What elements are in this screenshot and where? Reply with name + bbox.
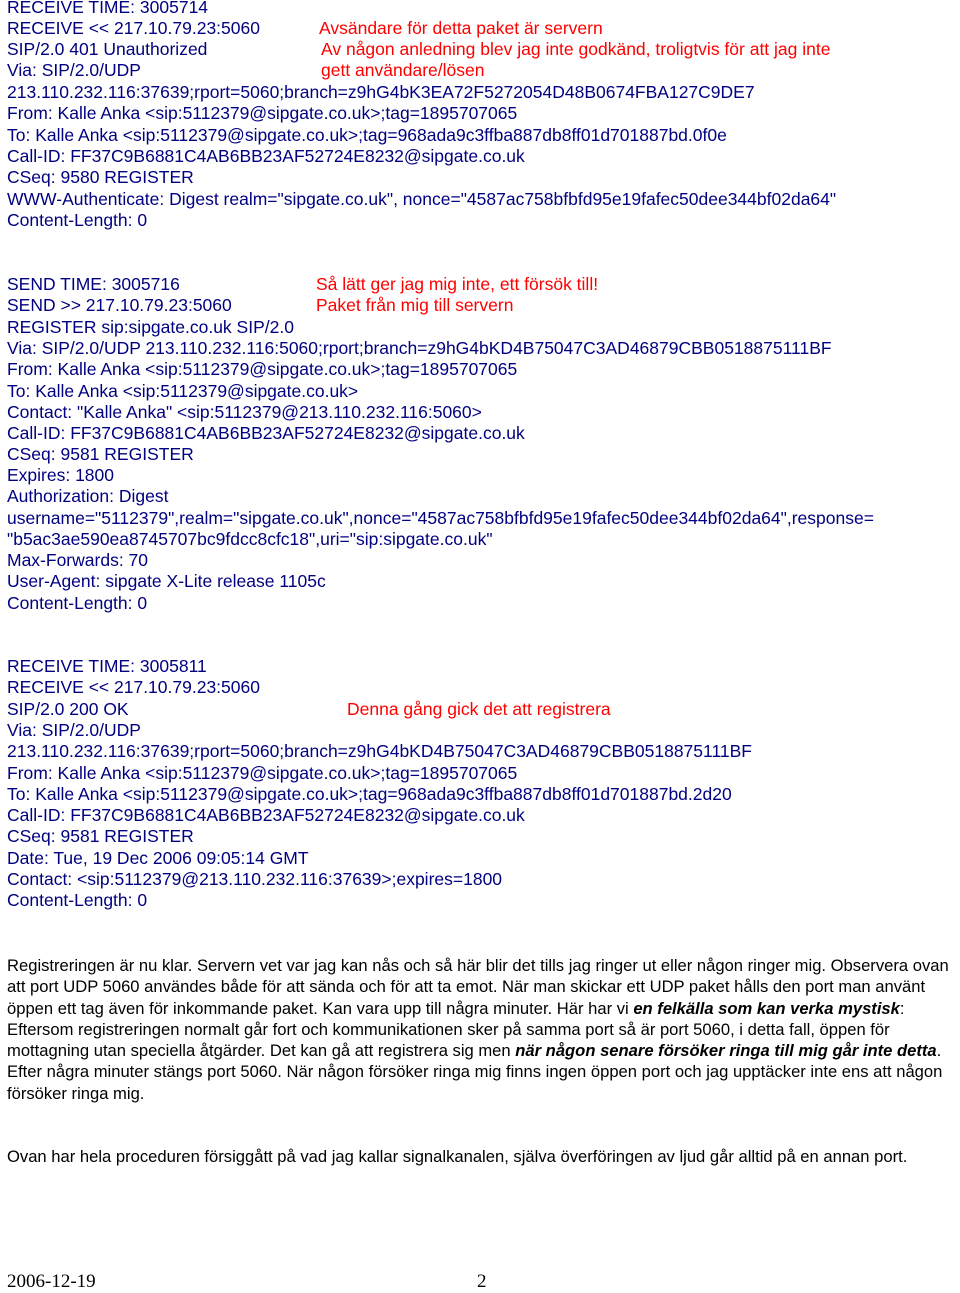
user-agent-header: User-Agent: sipgate X-Lite release 1105c — [7, 571, 326, 591]
from-header: From: Kalle Anka <sip:5112379@sipgate.co.uk>;tag=1895707065 — [7, 359, 518, 379]
call-id-header: Call-ID: FF37C9B6881C4AB6BB23AF52724E8232@sipgate.co.uk — [7, 423, 525, 443]
status-line: SIP/2.0 200 OK — [7, 699, 129, 719]
via-header: Via: SIP/2.0/UDP — [7, 60, 141, 80]
date-header: Date: Tue, 19 Dec 2006 09:05:14 GMT — [7, 848, 309, 868]
annotation-direction: Paket från mig till servern — [316, 295, 514, 315]
via-header: Via: SIP/2.0/UDP 213.110.232.116:5060;rport;branch=z9hG4bKD4B75047C3AD46879CBB0518875111BF — [7, 338, 832, 358]
content-length-header: Content-Length: 0 — [7, 593, 148, 613]
via-header-cont: 213.110.232.116:37639;rport=5060;branch=z9hG4bK3EA72F5272054D48B0674FBA127C9DE7 — [7, 82, 755, 102]
www-authenticate-header: WWW-Authenticate: Digest realm="sipgate.co.uk", nonce="4587ac758bfbfd95e19fafec50dee344bf02da64" — [7, 189, 837, 209]
max-forwards-header: Max-Forwards: 70 — [7, 550, 149, 570]
cseq-header: CSeq: 9581 REGISTER — [7, 826, 194, 846]
from-header: From: Kalle Anka <sip:5112379@sipgate.co.uk>;tag=1895707065 — [7, 103, 518, 123]
authorization-params-cont: "b5ac3ae590ea8745707bc9fdcc8cfc18",uri="sip:sipgate.co.uk" — [7, 529, 493, 549]
call-id-header: Call-ID: FF37C9B6881C4AB6BB23AF52724E8232@sipgate.co.uk — [7, 146, 525, 166]
via-header: Via: SIP/2.0/UDP — [7, 720, 141, 740]
status-line: SIP/2.0 401 Unauthorized — [7, 39, 208, 59]
contact-header: Contact: "Kalle Anka" <sip:5112379@213.110.232.116:5060> — [7, 402, 482, 422]
content-length-header: Content-Length: 0 — [7, 210, 148, 230]
para-text-1: Registreringen är nu klar. Servern vet var jag kan nås och så här blir det tills jag ringer ut eller någon ringer mig. Observera ovan att port UDP 5060 användes både för att sända och för att ta emot. När man skickar ett UDP paket hålls den port man använt öppen ett tag även för inkommande paket. Kan vara upp till några minuter. Här har vi — [7, 956, 949, 1018]
cseq-header: CSeq: 9581 REGISTER — [7, 444, 194, 464]
explanation-paragraph — [7, 955, 952, 1104]
authorization-header: Authorization: Digest — [7, 486, 169, 506]
send-time-line: SEND TIME: 3005716 — [7, 274, 180, 294]
annotation-reason-cont: gett användare/lösen — [321, 60, 485, 80]
from-header: From: Kalle Anka <sip:5112379@sipgate.co.uk>;tag=1895707065 — [7, 763, 518, 783]
content-length-header: Content-Length: 0 — [7, 890, 148, 910]
emphasis-error-source: en felkälla som kan verka mystisk — [633, 998, 900, 1018]
to-header: To: Kalle Anka <sip:5112379@sipgate.co.uk> — [7, 381, 359, 401]
annotation-sender: Avsändare för detta paket är servern — [319, 18, 603, 38]
via-header-cont: 213.110.232.116:37639;rport=5060;branch=z9hG4bKD4B75047C3AD46879CBB0518875111BF — [7, 741, 752, 761]
receive-time-line: RECEIVE TIME: 3005714 — [7, 0, 209, 17]
cseq-header: CSeq: 9580 REGISTER — [7, 167, 194, 187]
expires-header: Expires: 1800 — [7, 465, 115, 485]
receive-address-line: RECEIVE << 217.10.79.23:5060 — [7, 18, 260, 38]
emphasis-call-fails: när någon senare försöker ringa till mig går inte detta — [515, 1041, 937, 1061]
authorization-params: username="5112379",realm="sipgate.co.uk",nonce="4587ac758bfbfd95e19fafec50dee344bf02da64",response= — [7, 508, 874, 528]
receive-time-line: RECEIVE TIME: 3005811 — [7, 656, 207, 676]
to-header: To: Kalle Anka <sip:5112379@sipgate.co.uk>;tag=968ada9c3ffba887db8ff01d701887bd.0f0e — [7, 125, 727, 145]
send-address-line: SEND >> 217.10.79.23:5060 — [7, 295, 232, 315]
footer-date: 2006-12-19 — [7, 1271, 96, 1292]
signal-channel-paragraph: Ovan har hela proceduren försiggått på vad jag kallar signalkanalen, själva överföringen av ljud går alltid på en annan port. — [7, 1147, 908, 1166]
to-header: To: Kalle Anka <sip:5112379@sipgate.co.uk>;tag=968ada9c3ffba887db8ff01d701887bd.2d20 — [7, 784, 732, 804]
contact-header: Contact: <sip:5112379@213.110.232.116:37639>;expires=1800 — [7, 869, 503, 889]
annotation-retry: Så lätt ger jag mig inte, ett försök till! — [316, 274, 599, 294]
request-line: REGISTER sip:sipgate.co.uk SIP/2.0 — [7, 317, 294, 337]
call-id-header: Call-ID: FF37C9B6881C4AB6BB23AF52724E8232@sipgate.co.uk — [7, 805, 525, 825]
para-text-2: : Eftersom registreringen normalt går fort och kommunikationen sker på samma port så är port 5060, i detta fall, öppen för mottagning utan speciella åtgärder. Det kan gå att registrera sig men — [7, 998, 905, 1061]
para-text-3: . Efter några minuter stängs port 5060. När någon försöker ringa mig finns ingen öppen port och jag upptäcker inte ens att någon försöker ringa mig. — [7, 1041, 943, 1103]
annotation-reason: Av någon anledning blev jag inte godkänd, troligtvis för att jag inte — [321, 39, 831, 59]
annotation-success: Denna gång gick det att registrera — [347, 699, 611, 719]
receive-address-line: RECEIVE << 217.10.79.23:5060 — [7, 677, 260, 697]
page-number: 2 — [477, 1271, 487, 1292]
